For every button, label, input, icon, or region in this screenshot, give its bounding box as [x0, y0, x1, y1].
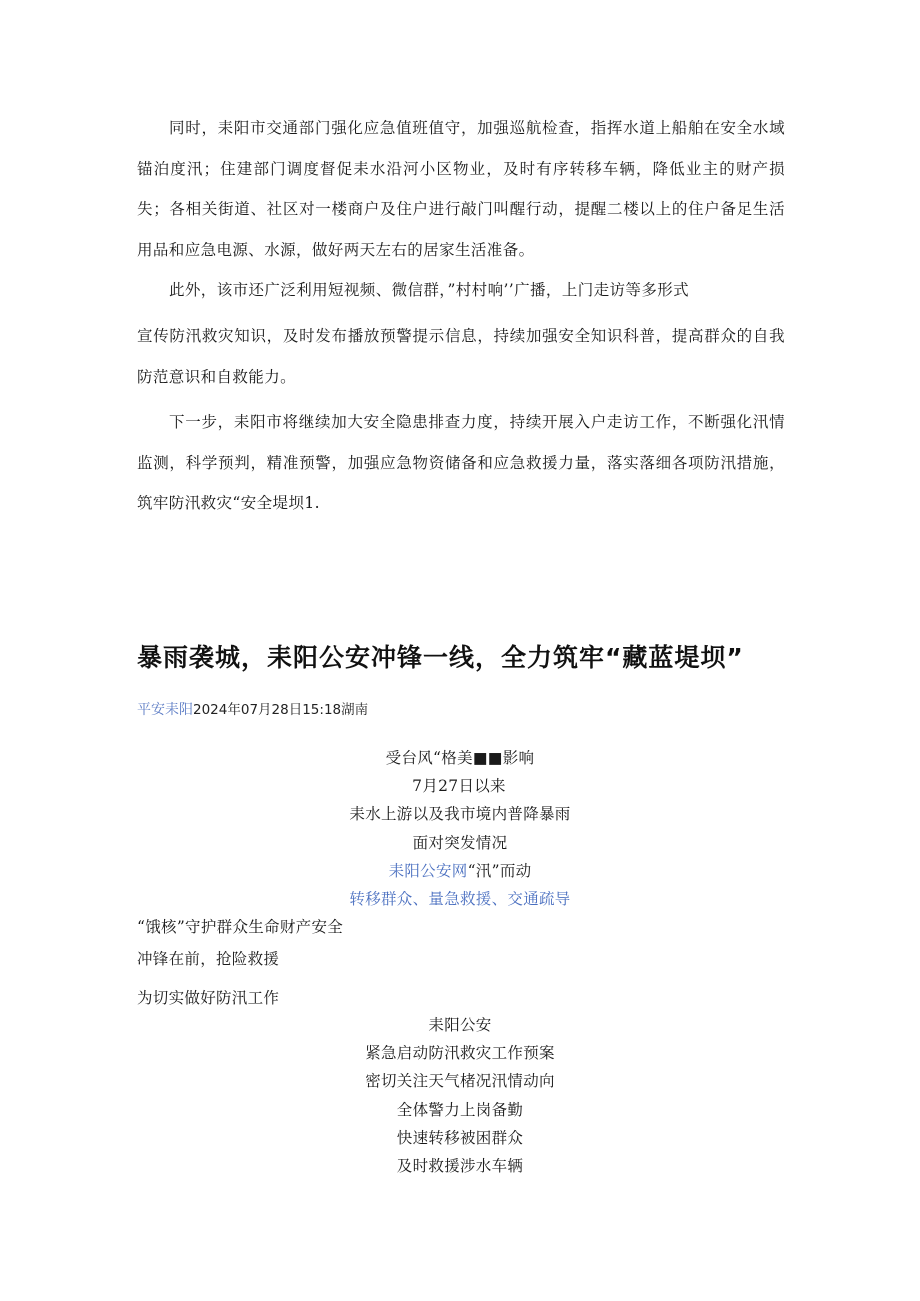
body-line: 紧急启动防汛救灾工作预案: [365, 1044, 555, 1062]
publish-datetime: 2024年07月28日15:18湖南: [193, 702, 369, 718]
body-line-suffix: “汛”而动: [467, 862, 532, 880]
body-line: 耒阳公安: [428, 1016, 492, 1034]
body-line: 7月27日以来: [412, 777, 506, 795]
body-line: 面对突发情况: [412, 834, 508, 852]
body-line: 快速转移被困群众: [396, 1129, 524, 1147]
body-line: 受台风“格美■■影响: [385, 749, 535, 767]
body-line: 全体警力上岗备勤: [396, 1101, 524, 1119]
body-line: 为切实做好防汛工作: [137, 989, 280, 1007]
body-line-highlight: [0, 860, 920, 882]
body-line: 密切关注天气楮况汛情动向: [365, 1072, 555, 1090]
paragraph-transport-measures: 同时，耒阳市交通部门强化应急值班值守，加强巡航检查，指挥水道上船舶在安全水域锚泊度汛；住建部门调度督促耒水沿河小区物业，及时有序转移车辆，降低业主的财产损失；各相关街道、社区对一楼商户及住户进行敲门叫醒行动，提醒二楼以上的住户备足生活用品和应急电源、水源，做好两天左右的居家生活准备。: [137, 119, 785, 259]
paragraph-next-steps: 下一步，耒阳市将继续加大安全隐患排查力度，持续开展入户走访工作，不断强化汛情监测，科学预判，精准预警，加强应急物资储备和应急救援力量，落实落细各项防汛措施，筑牢防汛救灾“安全堤坝1.: [137, 413, 785, 512]
paragraph-publicity-continued: 宣传防汛救灾知识，及时发布播放预警提示信息，持续加强安全知识科普，提高群众的自我防范意识和自救能力。: [137, 327, 785, 386]
body-line: 冲锋在前，抢险救援: [137, 950, 280, 968]
paragraph-publicity-first-line: 此外，该市还广泛利用短视频、微信群，”村村响’’广播，上门走访等多形式: [169, 281, 690, 299]
article-headline: 暴雨袭城，耒阳公安冲锋一线，全力筑牢“藏蓝堤坝”: [137, 643, 744, 672]
body-line: 及时救援涉水车辆: [396, 1157, 524, 1175]
article-meta: [137, 698, 368, 719]
police-network-label: 耒阳公安网: [388, 862, 468, 880]
body-line: 耒水上游以及我市境内普降暴雨: [349, 805, 571, 823]
body-line-highlight: 转移群众、量急救援、交通疏导: [349, 890, 571, 908]
source-link[interactable]: 平安耒阳: [137, 702, 193, 718]
body-line: “饿核”守护群众生命财产安全: [137, 918, 344, 936]
